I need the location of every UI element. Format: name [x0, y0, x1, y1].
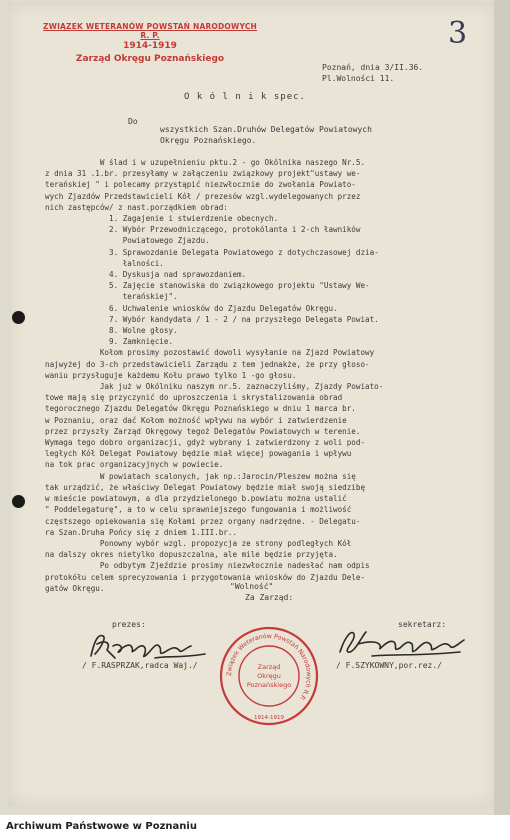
- seal-stamp: [218, 625, 320, 727]
- stamp-inner-2: Okręgu: [257, 672, 281, 680]
- body-line: nich zastępców/ z nast.porządkiem obrad:: [45, 202, 228, 212]
- secretary-signature: [332, 622, 472, 662]
- body-line: Jak już w Okólniku naszym nr.5. zaznaczyliśmy, Zjazdy Powiato-: [45, 382, 384, 392]
- document-title: O k ó l n i k spec.: [184, 92, 306, 102]
- punch-hole: [12, 495, 25, 508]
- body-line: przez przyszły Zarząd Okręgowy tegoż Delegatów Powiatowych w terenie.: [45, 426, 361, 436]
- secretary-name: / F.SZYKOWNY,por.rez./: [336, 661, 442, 670]
- closing-board: Za Zarząd:: [245, 593, 294, 602]
- president-label: prezes:: [112, 620, 146, 629]
- body-line: 2. Wybór Przewodniczącego, protokólanta i 2-ch ławników: [45, 225, 361, 235]
- punch-hole: [12, 311, 25, 324]
- body-line: w Poznaniu, oraz dać Kołom możność wpływu na wybór i zatwierdzenie: [45, 415, 347, 425]
- body-line: z dnia 31 .1.br. przesyłamy w załączeniu związkowy projekt"ustawy we-: [45, 169, 361, 179]
- body-line: 1. Zagajenie i stwierdzenie obecnych.: [45, 214, 279, 224]
- body-line: ległych Kół Delegat Powiatowy będzie miał więcej powagania i wpływu: [45, 449, 352, 459]
- president-signature: [85, 628, 215, 664]
- body-line: 3. Sprawozdanie Delegata Powiatowego z dotychczasowej dzia-: [45, 247, 379, 257]
- letterhead-board: Zarząd Okręgu Poznańskiego: [75, 54, 225, 64]
- stamp-outer-text: Związek Weteranów Powstań Narodowych R.P.: [225, 632, 313, 702]
- body-line: w mieście powiatowym, a dla przydzielonego b.powiatu można ustalić: [45, 494, 347, 504]
- body-line: 4. Dyskusja nad sprawozdaniem.: [45, 270, 247, 280]
- body-line: 8. Wolne głosy.: [45, 326, 178, 336]
- body-line: 5. Zajęcie stanowiska do związkowego projektu "Ustawy We-: [45, 281, 370, 291]
- letterhead-org: ZWIĄZEK WETERANÓW POWSTAŃ NARODOWYCH R. P.: [42, 22, 258, 40]
- body-line: Wymaga tego dobro organizacji, gdyż wybrany i zatwierdzony z woli pod-: [45, 438, 366, 448]
- secretary-label: sekretarz:: [398, 620, 447, 629]
- recipient-line-1: wszystkich Szan.Druhów Delegatów Powiatowych: [160, 125, 372, 134]
- body-line: " Poddelegaturę", a to w celu sprawniejszego fungowania i możliwość: [45, 505, 352, 515]
- body-line: terańskiej".: [45, 292, 178, 302]
- closing-salute: "Wolność": [230, 582, 274, 591]
- stamp-years: 1914-1919: [254, 715, 284, 721]
- body-line: Ponowny wybór wzgl. propozycja ze strony podległych Kół: [45, 538, 352, 548]
- stamp-inner-3: Poznańskiego: [246, 681, 292, 689]
- body-line: terańskiej " i polecamy przystąpić niezwłocznie do zwołania Powiato-: [45, 180, 356, 190]
- letterhead: [40, 22, 260, 64]
- president-name: / F.RASPRZAK,radca Waj./: [82, 661, 198, 670]
- body-line: 6. Uchwalenie wniosków do Zjazdu Delegatów Okręgu.: [45, 303, 338, 313]
- body-line: wych Zjazdów Przedstawicieli Kół / prezesów wzgl.wydelegowanych przez: [45, 191, 361, 201]
- body-line: ra Szan.Druha Pońcy się z dniem 1.III.br..: [45, 527, 238, 537]
- recipient-prefix: Do: [128, 117, 138, 126]
- body-line: Powiatowego Zjazdu.: [45, 236, 210, 246]
- body-line: 9. Zamknięcie.: [45, 337, 174, 347]
- body-line: najwyżej do 3-ch przedstawicieli Zarządu z tem jednakże, że przy głoso-: [45, 359, 370, 369]
- archive-footer: [0, 815, 510, 840]
- document-body: [45, 157, 490, 594]
- body-line: tak urządzić, że właściwy Delegat Powiatowy będzie miał swoją siedzibę: [45, 482, 366, 492]
- page-number: 3: [448, 16, 468, 51]
- body-line: W powiatach scalonych, jak np.:Jarocin/Pleszew można się: [45, 471, 356, 481]
- body-line: częstszego opiekowania się Kołami przez organy nadrzędne. - Delegatu-: [45, 516, 361, 526]
- letterhead-years: 1914-1919: [123, 41, 177, 51]
- body-line: na tok prac organizacyjnych w powiecie.: [45, 460, 224, 470]
- body-line: waniu przysługuje każdemu Kołu prawo tylko 1 -go głosu.: [45, 370, 297, 380]
- body-line: W ślad i w uzupełnieniu pktu.2 - go Okólnika naszego Nr.5.: [45, 158, 366, 167]
- body-line: Po odbytym Zjeździe prosimy niezwłocznie nadesłać nam odpis: [45, 561, 370, 571]
- body-line: Kołom prosimy pozostawić dowoli wysyłanie na Zjazd Powiatowy: [45, 348, 375, 358]
- stamp-inner-1: Zarząd: [257, 663, 281, 671]
- body-line: gatów Okręgu.: [45, 583, 105, 593]
- recipient-line-2: Okręgu Poznańskiego.: [160, 136, 257, 145]
- body-line: towe mają się przyczynić do uproszczenia i skrystalizowania obrad: [45, 393, 343, 403]
- body-line: protokółu celem sprecyzowania i przygotowania wniosków do Zjazdu Dele-: [45, 572, 366, 582]
- document-address: Pl.Wolności 11.: [322, 74, 395, 83]
- document-date: Poznań, dnia 3/II.36.: [322, 63, 424, 72]
- body-line: 7. Wybór kandydata / 1 - 2 / na przyszłego Delegata Powiat.: [45, 314, 379, 324]
- body-line: łalności.: [45, 258, 164, 268]
- body-line: tegorocznego Zjazdu Delegatów Okręgu Poznańskiego w dniu 1 marca br.: [45, 404, 356, 414]
- body-line: na dalszy okres nietylko dopuszczalna, ale mile będzie przyjęta.: [45, 550, 338, 560]
- archive-name: Archiwum Państwowe w Poznaniu: [6, 821, 197, 832]
- page-edge: [494, 0, 510, 815]
